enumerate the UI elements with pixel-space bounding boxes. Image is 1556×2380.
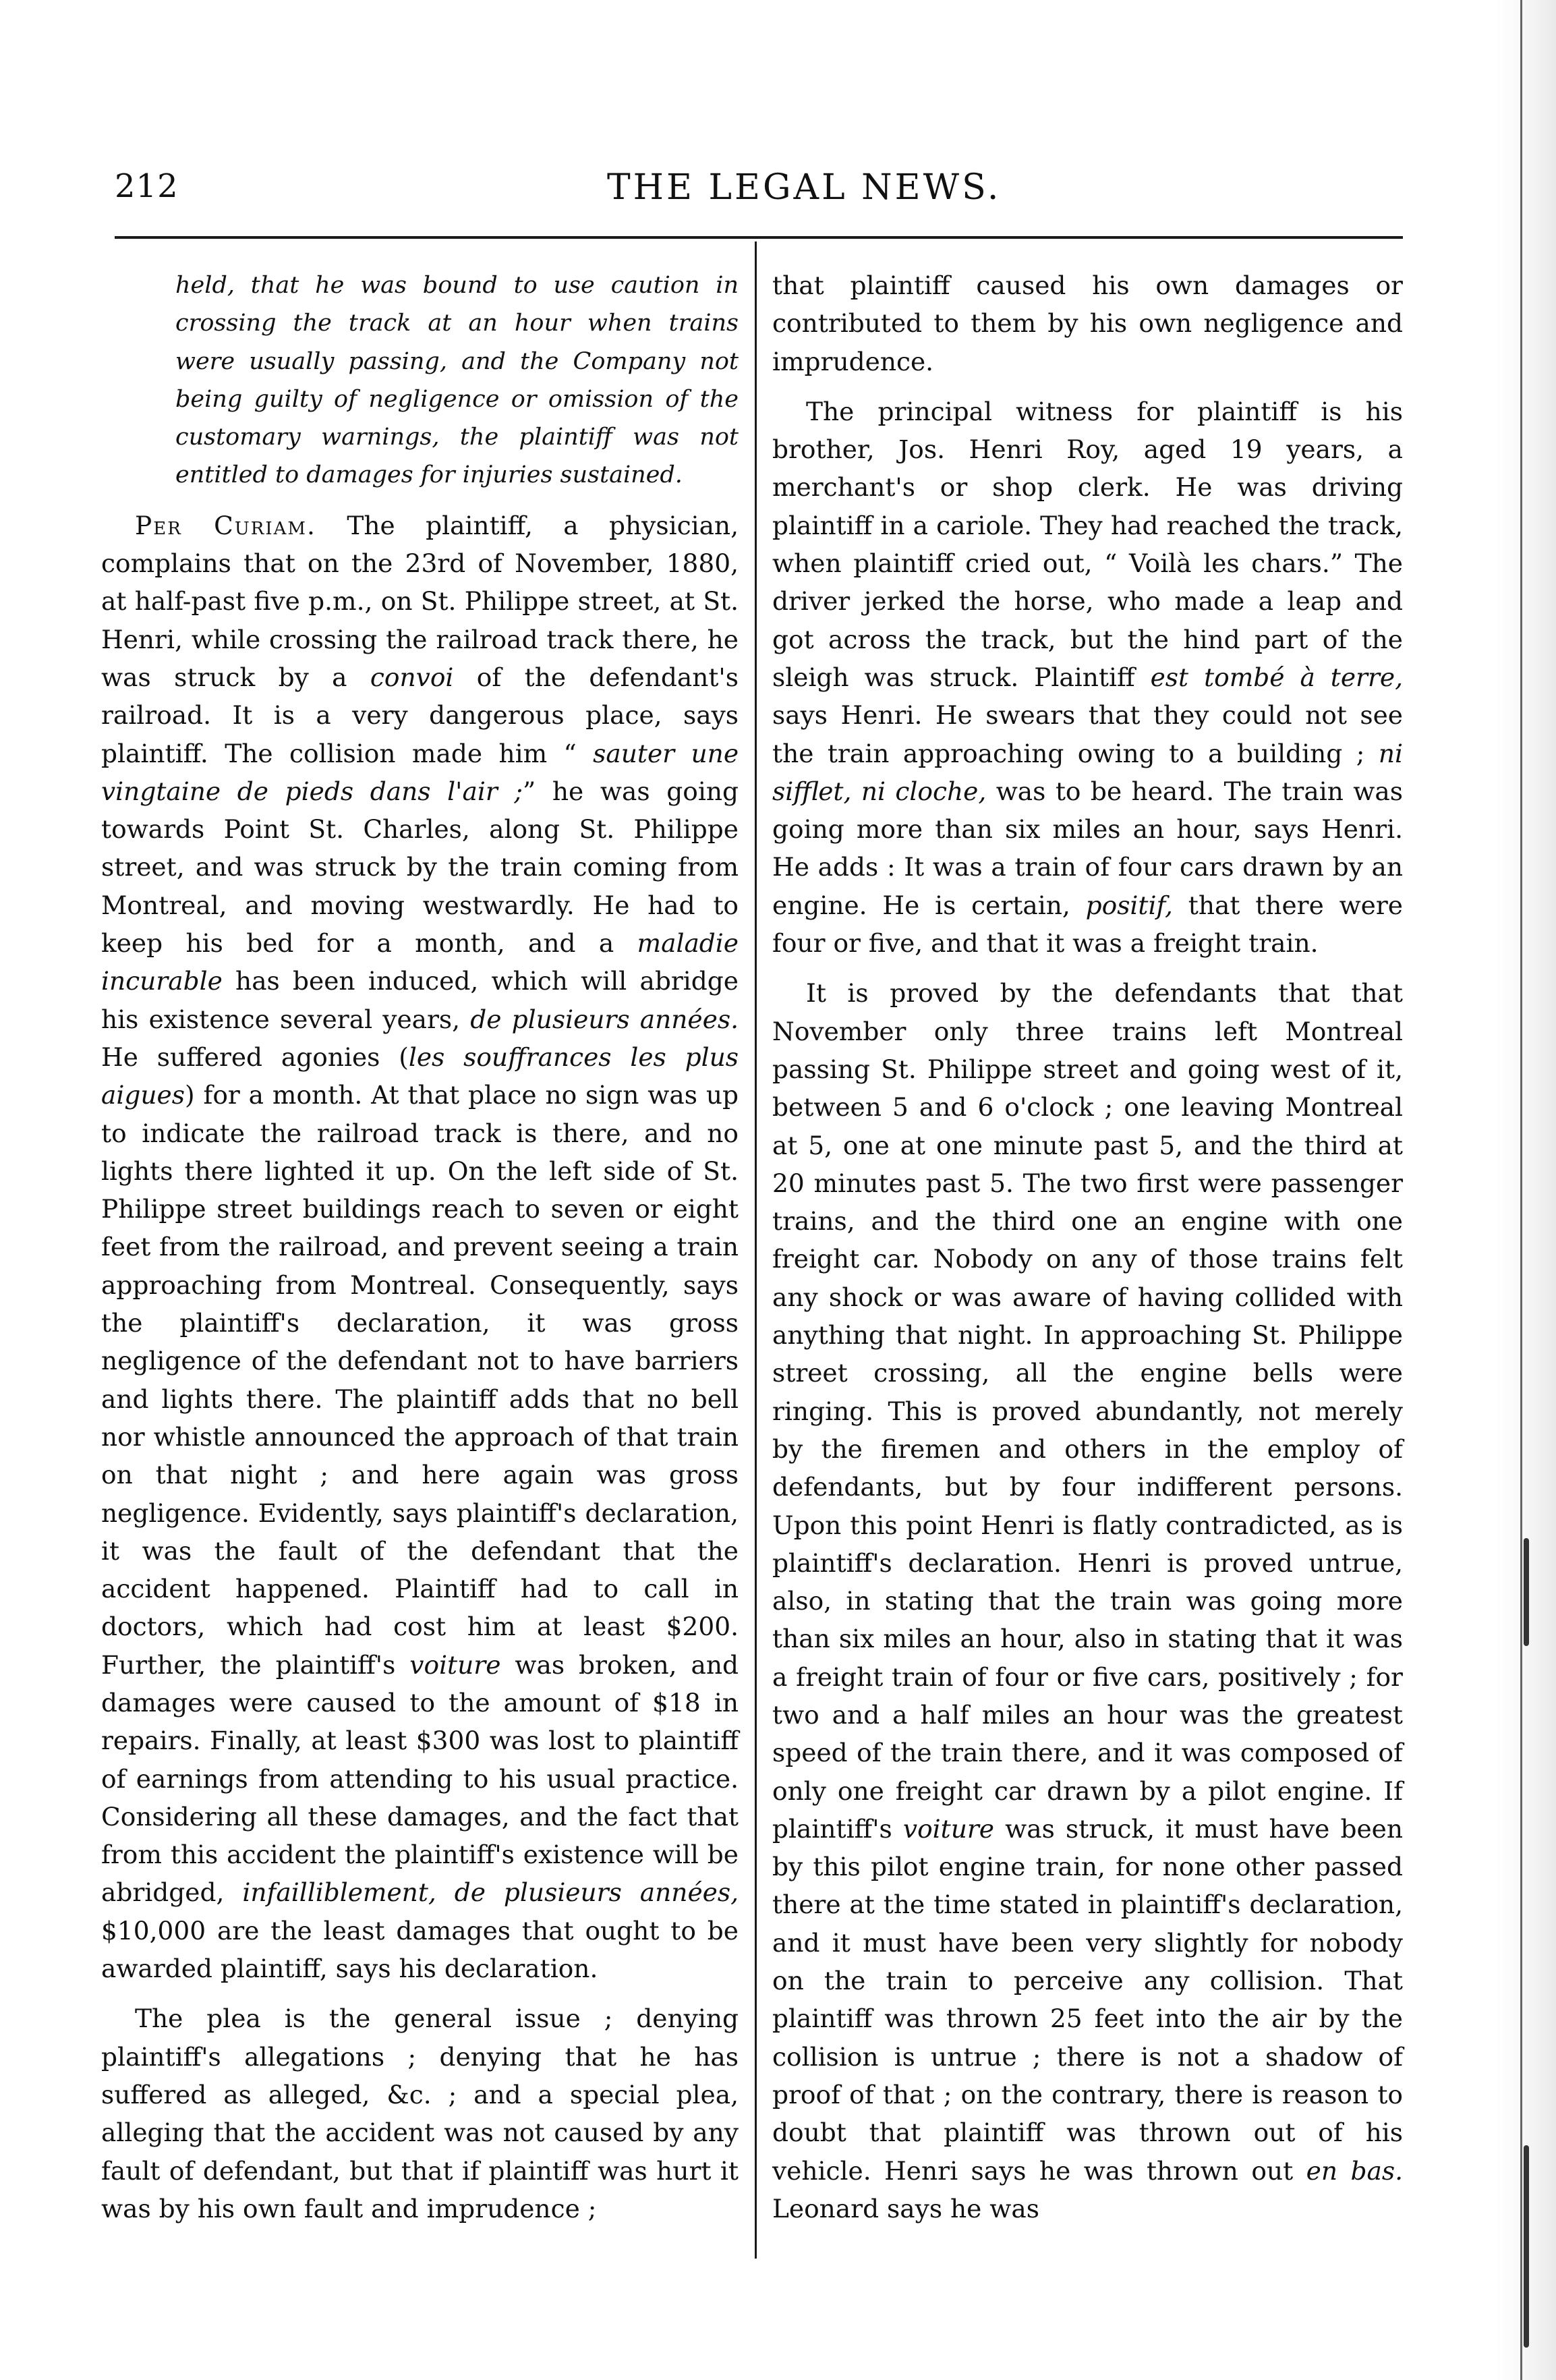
italic-phrase: de plusieurs années. <box>470 1004 739 1034</box>
italic-phrase: en bas. <box>1306 2155 1404 2186</box>
italic-phrase: les souffrances les plus aigues <box>101 1042 739 1110</box>
italic-phrase: maladie incurable <box>101 928 739 996</box>
italic-phrase: sauter une vingtaine de pieds dans l'air ; <box>101 738 739 806</box>
page-number: 212 <box>115 167 179 205</box>
italic-phrase: est tombé à terre, <box>1150 662 1403 692</box>
text-segment: Leonard says he was <box>772 2193 1039 2223</box>
text-segment: says Henri. He swears that they could not see the train approaching owing to a building ; <box>772 700 1403 768</box>
text-segment: was to be heard. The train was going more than six miles an hour, says Henri. He adds : It was a train of four cars drawn by an engine. He is certain, <box>772 776 1404 920</box>
edge-mark <box>1524 2145 1529 2348</box>
per-curiam-label: Per Curiam. <box>135 510 316 540</box>
page-edge-line <box>1520 0 1522 2380</box>
paragraph-proof <box>772 974 1403 2228</box>
italic-phrase: convoi <box>370 662 454 692</box>
paragraph-plea: The plea is the general issue ; denying plaintiff's allegations ; denying that he has suffered as alleged, &c. ; and a special plea, alleging that the accident was not caused by any fault of defendant, but that if plaintiff was hurt it was by his own fault and imprudence ; <box>101 2004 739 2223</box>
page-edge-shadow <box>1495 0 1556 2380</box>
left-column <box>101 266 739 2228</box>
text-segment: was broken, and damages were caused to the amount of $18 in repairs. Finally, at least $300 was lost to plaintiff of earnings from attending to his usual practice. Considering all these damages, and the fact that from this accident the plaintiff's existence will be abridged, <box>101 1649 739 1908</box>
edge-mark <box>1524 1538 1529 1646</box>
italic-phrase: voiture <box>902 1813 994 1844</box>
text-segment: has been induced, which will abridge his existence several years, <box>101 966 739 1034</box>
headnote: held, that he was bound to use caution in crossing the track at an hour when trains were usually passing, and the Company not being guilty of negligence or omission of the customary warnings, the plaintiff was not entitled to damages for injuries sustained. <box>175 272 739 489</box>
italic-phrase: voiture <box>409 1649 501 1680</box>
italic-phrase: ni sifflet, ni cloche, <box>772 738 1403 806</box>
text-segment: $10,000 are the least damages that ought to be awarded plaintiff, says his declaration. <box>101 1915 739 1984</box>
paragraph-continuation: that plaintiff caused his own damages or contributed to them by his own negligence and imprudence. <box>772 271 1403 376</box>
text-segment: of the defendant's railroad. It is a very dangerous place, says plaintiff. The collision made him “ <box>101 662 739 768</box>
running-title: THE LEGAL NEWS. <box>607 167 1002 208</box>
text-segment: ” he was going towards Point St. Charles, along St. Philippe street, and was struck by the train coming from Montreal, and moving westwardly. He had to keep his bed for a month, and a <box>101 776 739 959</box>
text-segment: He suffered agonies ( <box>101 1042 409 1072</box>
text-segment: The plaintiff, a physician, complains that on the 23rd of November, 1880, at half-past five p.m., on St. Philippe street, at St. Henri, while crossing the railroad track there, he was struck by a <box>101 510 739 692</box>
text-segment: It is proved by the defendants that that November only three trains left Montreal passing St. Philippe street and going west of it, between 5 and 6 o'clock ; one leaving Montreal at 5, one at one minute past 5, and the third at 20 minutes past 5. The two first were passenger trains, and the third one an engine with one freight car. Nobody on any of those trains felt any shock or was aware of having collided with anything that night. In approaching St. Philippe street crossing, all the engine bells were ringing. This is proved abundantly, not merely by the firemen and others in the employ of defendants, but by four indifferent persons. Upon this point Henri is flatly contradicted, as is plaintiff's declaration. Henri is proved untrue, also, in stating that the train was going more than six miles an hour, also in stating that it was a freight train of four or five cars, positively ; for two and a half miles an hour was the greatest speed of the train there, and it was composed of only one freight car drawn by a pilot engine. If plaintiff's <box>772 978 1403 1844</box>
right-column <box>772 266 1403 2228</box>
text-segment: that there were four or five, and that it was a freight train. <box>772 890 1403 959</box>
italic-phrase: positif, <box>1085 890 1173 920</box>
text-segment: was struck, it must have been by this pilot engine train, for none other passed there at the time stated in plaintiff's declaration, and it must have been very slightly for nobody on the train to perceive any collision. That plaintiff was thrown 25 feet into the air by the collision is untrue ; there is not a shadow of proof of that ; on the contrary, there is reason to doubt that plaintiff was thrown out of his vehicle. Henri says he was thrown out <box>772 1813 1403 2186</box>
paragraph-witness <box>772 393 1403 962</box>
text-segment: ) for a month. At that place no sign was up to indicate the railroad track is there, and no lights there lighted it up. On the left side of St. Philippe street buildings reach to seven or eight feet from the railroad, and prevent seeing a train approaching from Montreal. Consequently, says the plaintiff's declaration, it was gross negligence of the defendant not to have barriers and lights there. The plaintiff adds that no bell nor whistle announced the approach of that train on that night ; and here again was gross negligence. Evidently, says plaintiff's declaration, it was the fault of the defendant that the accident happened. Plaintiff had to call in doctors, which had cost him at least $200. Further, the plaintiff's <box>101 1080 739 1680</box>
text-segment: The principal witness for plaintiff is his brother, Jos. Henri Roy, aged 19 years, a merchant's or shop clerk. He was driving plaintiff in a cariole. They had reached the track, when plaintiff cried out, “ Voilà les chars.” The driver jerked the horse, who made a leap and got across the track, but the hind part of the sleigh was struck. Plaintiff <box>772 396 1403 692</box>
column-divider <box>755 242 757 2259</box>
italic-phrase: infailliblement, de plusieurs années, <box>242 1877 739 1908</box>
header-rule <box>115 236 1403 239</box>
paragraph-per-curiam <box>101 507 739 1988</box>
